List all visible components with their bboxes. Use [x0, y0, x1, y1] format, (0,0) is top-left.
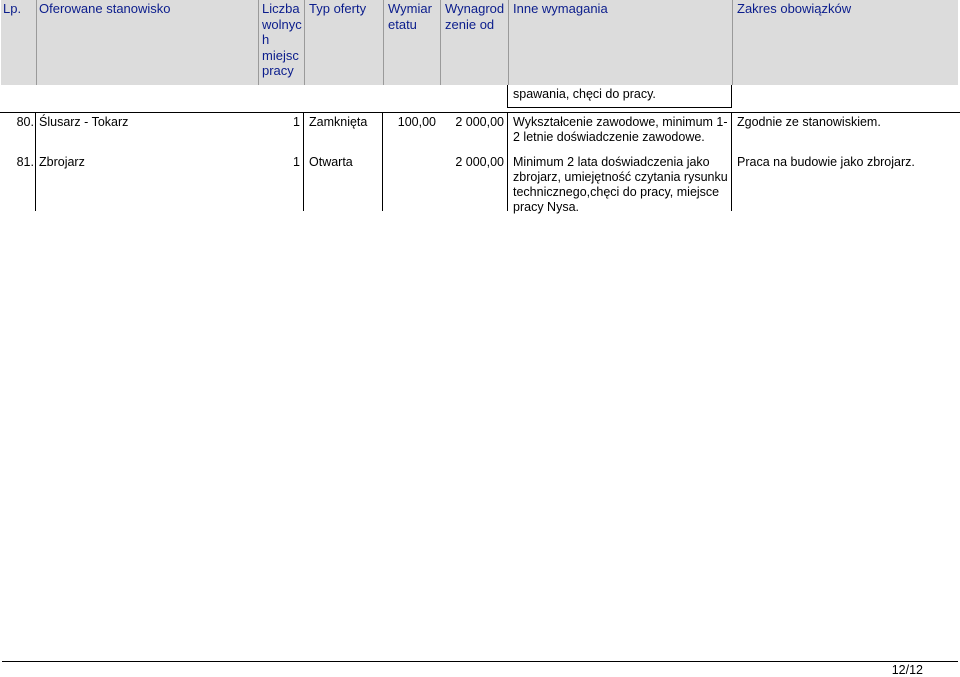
header-vacancies: Liczba wolnyc h miejsc pracy [262, 1, 302, 78]
header-duties: Zakres obowiązków [737, 1, 852, 16]
row-divider [507, 107, 732, 108]
row-81-duties: Praca na budowie jako zbrojarz. [737, 155, 915, 169]
page-number: 12/12 [891, 663, 923, 677]
row-80-vacancies: 1 [293, 115, 300, 129]
row-81-offer-type: Otwarta [309, 155, 353, 169]
row-81-position: Zbrojarz [39, 155, 85, 169]
header-offer-type: Typ oferty [309, 1, 367, 16]
header-salary: Wynagrod zenie od [445, 1, 505, 32]
row-80-salary: 2 000,00 [455, 115, 504, 129]
row-81-salary: 2 000,00 [455, 155, 504, 169]
header-lp: Lp. [3, 1, 22, 16]
continuation-requirements: spawania, chęci do pracy. [513, 87, 656, 101]
col-divider [507, 112, 508, 211]
row-80-duties: Zgodnie ze stanowiskiem. [737, 115, 881, 129]
header-fte: Wymiar etatu [388, 1, 432, 32]
row-80-fte: 100,00 [397, 115, 436, 129]
header-position: Oferowane stanowisko [39, 1, 171, 16]
row-81-vacancies: 1 [293, 155, 300, 169]
col-divider [35, 112, 36, 211]
row-80-lp: 80. [16, 115, 34, 129]
row-80-offer-type: Zamknięta [309, 115, 368, 129]
col-divider [507, 85, 508, 107]
col-divider [382, 112, 383, 211]
col-divider [731, 112, 732, 211]
row-81-lp: 81. [16, 155, 34, 169]
footer-divider [2, 661, 958, 662]
col-divider [731, 85, 732, 107]
header-requirements: Inne wymagania [513, 1, 608, 16]
col-divider [303, 112, 304, 211]
row-divider [0, 112, 960, 113]
row-81-requirements: Minimum 2 lata doświadczenia jako zbrojarz, umiejętność czytania rysunku technicznego,chęci do pracy, miejsce pracy Nysa. [513, 155, 728, 214]
row-80-requirements: Wykształcenie zawodowe, minimum 1- 2 letnie doświadczenie zawodowe. [513, 115, 728, 144]
row-80-position: Ślusarz - Tokarz [39, 115, 129, 129]
